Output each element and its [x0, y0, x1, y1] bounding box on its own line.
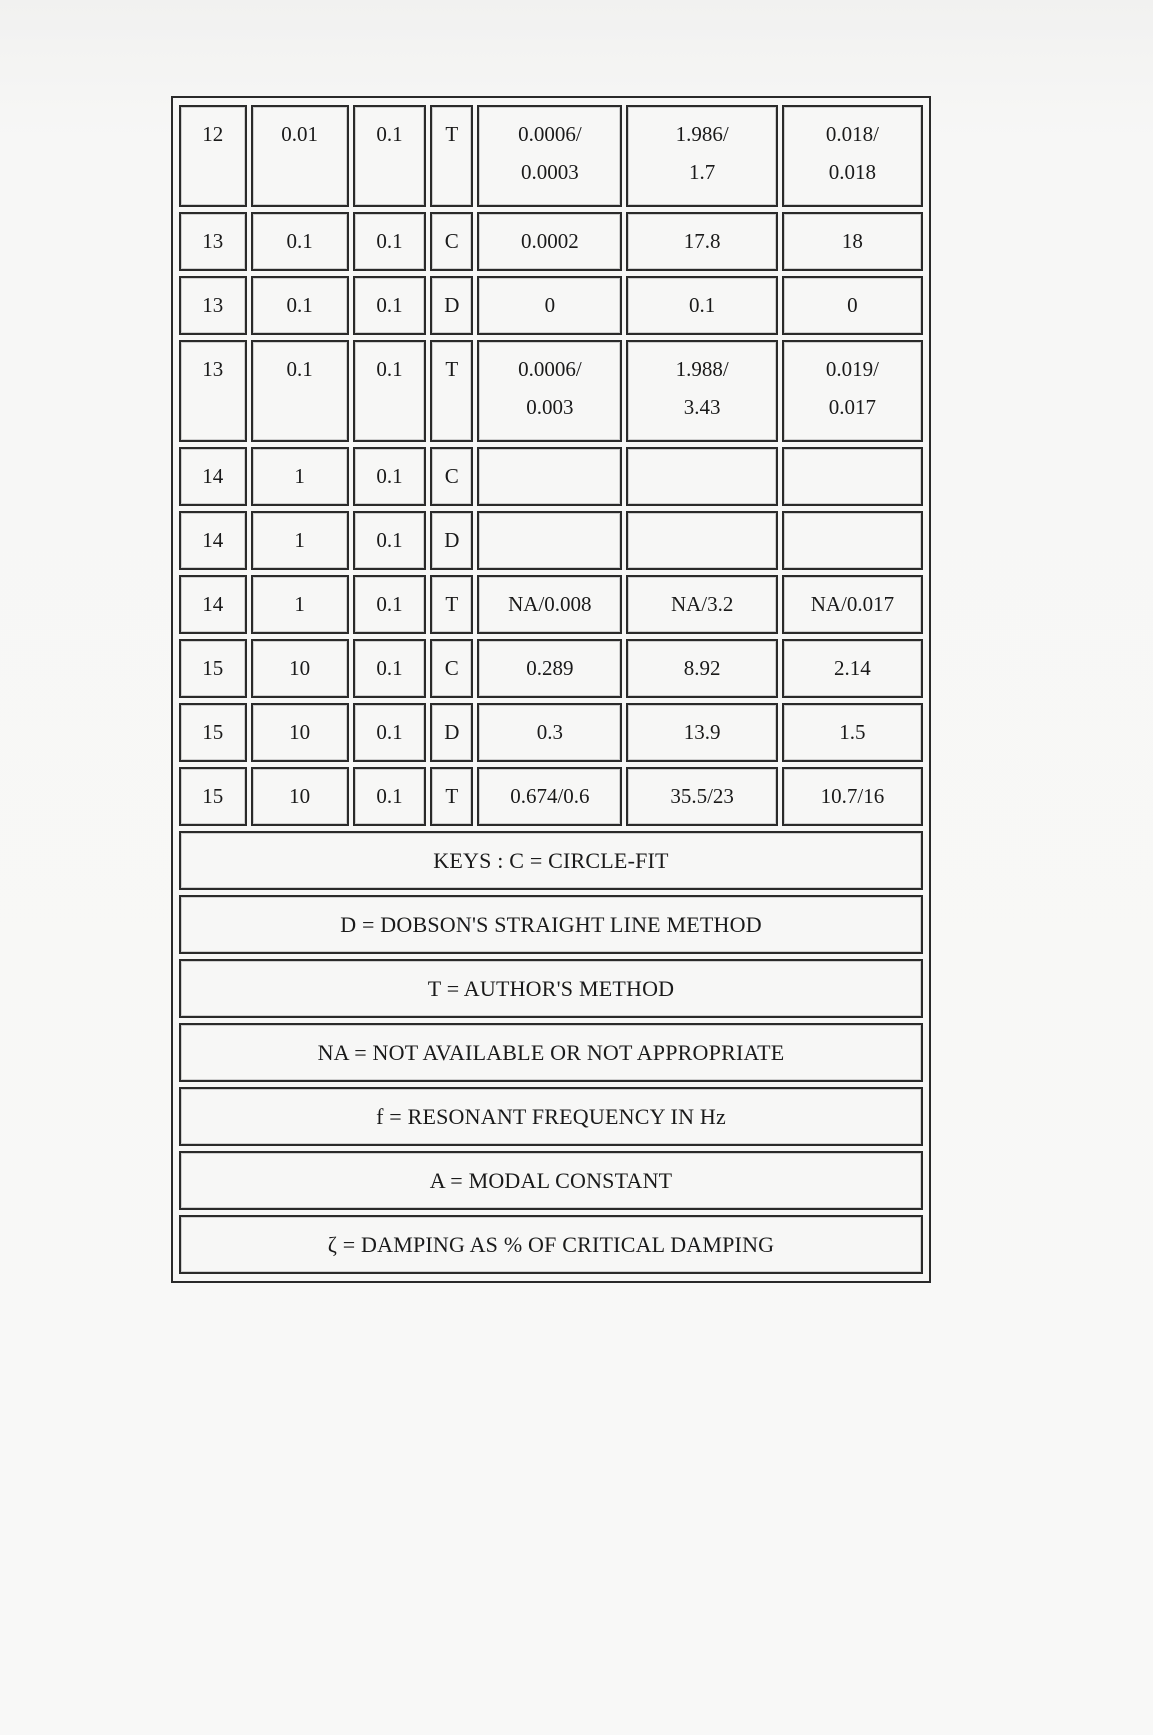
cell-frequency: NA/3.2 [626, 575, 777, 634]
cell-id: 15 [179, 767, 247, 826]
cell-frequency [626, 447, 777, 506]
key-resonant-frequency: f = RESONANT FREQUENCY IN Hz [179, 1087, 923, 1146]
key-row [179, 895, 923, 954]
cell-id: 12 [179, 105, 247, 207]
cell-modal-constant: 0 [477, 276, 622, 335]
cell-method: C [430, 212, 473, 271]
cell-modal-constant: 0.0002 [477, 212, 622, 271]
cell-frequency: 1.988/ 3.43 [626, 340, 777, 442]
cell-b: 0.1 [353, 639, 427, 698]
cell-b: 0.1 [353, 511, 427, 570]
cell-method: D [430, 703, 473, 762]
cell-modal-constant: 0.0006/ 0.003 [477, 340, 622, 442]
cell-damping: 1.5 [782, 703, 923, 762]
results-table-frame [171, 96, 931, 1283]
cell-id: 14 [179, 447, 247, 506]
cell-frequency: 8.92 [626, 639, 777, 698]
key-row [179, 1215, 923, 1274]
cell-id: 14 [179, 511, 247, 570]
cell-id: 15 [179, 639, 247, 698]
cell-id: 15 [179, 703, 247, 762]
cell-method: D [430, 511, 473, 570]
key-row [179, 1087, 923, 1146]
cell-damping [782, 447, 923, 506]
cell-damping: 0.019/ 0.017 [782, 340, 923, 442]
key-row [179, 831, 923, 890]
cell-modal-constant: 0.0006/ 0.0003 [477, 105, 622, 207]
cell-damping: 18 [782, 212, 923, 271]
results-table [175, 100, 927, 1279]
cell-b: 0.1 [353, 276, 427, 335]
key-not-available: NA = NOT AVAILABLE OR NOT APPROPRIATE [179, 1023, 923, 1082]
cell-a: 0.1 [251, 340, 349, 442]
cell-a: 10 [251, 639, 349, 698]
table-row [179, 511, 923, 570]
cell-a: 1 [251, 575, 349, 634]
cell-modal-constant [477, 511, 622, 570]
cell-id: 14 [179, 575, 247, 634]
cell-method: T [430, 575, 473, 634]
cell-a: 0.1 [251, 212, 349, 271]
table-row [179, 447, 923, 506]
table-row [179, 575, 923, 634]
cell-damping: 2.14 [782, 639, 923, 698]
cell-a: 10 [251, 703, 349, 762]
cell-b: 0.1 [353, 575, 427, 634]
table-row [179, 340, 923, 442]
cell-frequency: 17.8 [626, 212, 777, 271]
cell-damping: 0.018/ 0.018 [782, 105, 923, 207]
cell-a: 10 [251, 767, 349, 826]
cell-modal-constant: 0.3 [477, 703, 622, 762]
cell-damping: NA/0.017 [782, 575, 923, 634]
cell-modal-constant: 0.674/0.6 [477, 767, 622, 826]
key-row [179, 959, 923, 1018]
cell-frequency: 1.986/ 1.7 [626, 105, 777, 207]
table-row [179, 276, 923, 335]
cell-method: T [430, 105, 473, 207]
cell-a: 0.1 [251, 276, 349, 335]
key-damping: ζ = DAMPING AS % OF CRITICAL DAMPING [179, 1215, 923, 1274]
cell-frequency: 0.1 [626, 276, 777, 335]
cell-b: 0.1 [353, 212, 427, 271]
cell-method: C [430, 639, 473, 698]
cell-damping: 0 [782, 276, 923, 335]
cell-frequency: 13.9 [626, 703, 777, 762]
key-row [179, 1151, 923, 1210]
cell-b: 0.1 [353, 703, 427, 762]
table-row [179, 639, 923, 698]
cell-method: D [430, 276, 473, 335]
cell-id: 13 [179, 340, 247, 442]
table-row [179, 212, 923, 271]
cell-method: T [430, 340, 473, 442]
cell-a: 1 [251, 511, 349, 570]
key-modal-constant: A = MODAL CONSTANT [179, 1151, 923, 1210]
cell-damping: 10.7/16 [782, 767, 923, 826]
cell-modal-constant: 0.289 [477, 639, 622, 698]
cell-damping [782, 511, 923, 570]
table-row [179, 703, 923, 762]
cell-a: 1 [251, 447, 349, 506]
cell-b: 0.1 [353, 340, 427, 442]
cell-modal-constant [477, 447, 622, 506]
cell-method: T [430, 767, 473, 826]
table-row [179, 767, 923, 826]
table-row [179, 105, 923, 207]
cell-b: 0.1 [353, 447, 427, 506]
cell-method: C [430, 447, 473, 506]
cell-id: 13 [179, 276, 247, 335]
cell-b: 0.1 [353, 767, 427, 826]
cell-b: 0.1 [353, 105, 427, 207]
key-author-method: T = AUTHOR'S METHOD [179, 959, 923, 1018]
cell-modal-constant: NA/0.008 [477, 575, 622, 634]
cell-frequency [626, 511, 777, 570]
key-circle-fit: KEYS : C = CIRCLE-FIT [179, 831, 923, 890]
cell-id: 13 [179, 212, 247, 271]
key-dobson-method: D = DOBSON'S STRAIGHT LINE METHOD [179, 895, 923, 954]
key-row [179, 1023, 923, 1082]
cell-frequency: 35.5/23 [626, 767, 777, 826]
cell-a: 0.01 [251, 105, 349, 207]
